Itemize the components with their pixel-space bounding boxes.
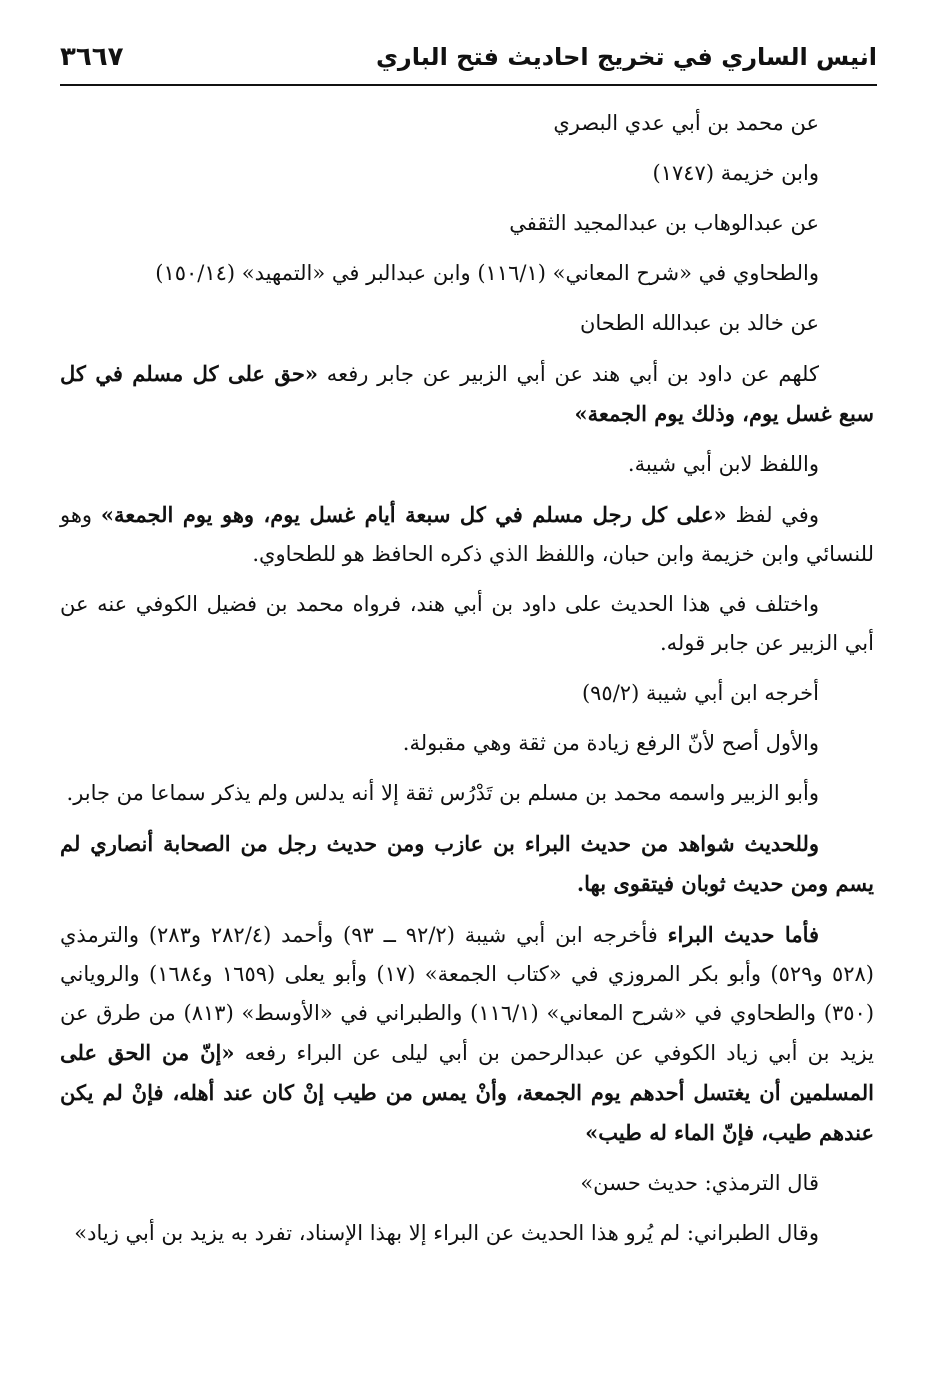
hadith-quote: «حق على كل مسلم في كل سبع غسل يوم، وذلك يوم الجمعة»	[60, 361, 874, 426]
paragraph	[60, 154, 874, 193]
paragraph	[60, 1164, 874, 1203]
paragraph-text: أخرجه ابن أبي شيبة (٩٥/٢)	[581, 681, 819, 705]
paragraph-text: واللفظ لابن أبي شيبة.	[627, 452, 819, 476]
paragraph-text: عن محمد بن أبي عدي البصري	[553, 111, 819, 135]
paragraph-text: عن عبدالوهاب بن عبدالمجيد الثقفي	[509, 211, 819, 235]
running-title: انيس الساري في تخريج احاديث فتح الباري	[375, 43, 877, 71]
paragraph-text: وفي لفظ	[726, 503, 819, 527]
paragraph	[60, 304, 874, 343]
paragraph-text: قال الترمذي: حديث حسن»	[580, 1171, 819, 1195]
paragraph	[60, 774, 874, 813]
paragraph	[60, 495, 874, 574]
header-rule	[60, 84, 877, 86]
paragraph	[60, 724, 874, 763]
paragraph	[60, 915, 874, 1153]
paragraph	[60, 204, 874, 243]
paragraph	[60, 824, 874, 904]
paragraph-text: وأبو الزبير واسمه محمد بن مسلم بن تَدْرُس ثقة إلا أنه يدلس ولم يذكر سماعا من جابر.	[66, 781, 819, 805]
page-number: ٣٦٦٧	[60, 42, 124, 72]
section-lead: فأما حديث البراء	[667, 922, 820, 947]
paragraph-text: عن خالد بن عبدالله الطحان	[579, 311, 819, 335]
paragraph	[60, 104, 874, 143]
paragraph-text: وابن خزيمة (١٧٤٧)	[652, 161, 819, 185]
paragraph	[60, 354, 874, 434]
paragraph-text: والطحاوي في «شرح المعاني» (١١٦/١) وابن عبدالبر في «التمهيد» (١٥٠/١٤)	[155, 261, 819, 285]
page-header	[60, 34, 877, 80]
paragraph-text-tail: وهو للنسائي وابن خزيمة وابن حبان، واللفظ الذي ذكره الحافظ هو للطحاوي.	[60, 503, 874, 566]
paragraph-bold-text: وللحديث شواهد من حديث البراء بن عازب ومن حديث رجل من الصحابة أنصاري لم يسم ومن حديث ثوبان فيتقوى بها.	[60, 831, 874, 896]
paragraph	[60, 254, 874, 293]
hadith-quote: «على كل رجل مسلم في كل سبعة أيام غسل يوم، وهو يوم الجمعة»	[100, 502, 727, 527]
paragraph	[60, 1214, 874, 1253]
paragraph	[60, 445, 874, 484]
paragraph-text-tail: فأخرجه ابن أبي شيبة (٩٢/٢ ــ ٩٣) وأحمد (٢٨٢/٤ و٢٨٣) والترمذي (٥٢٨ و٥٢٩) وأبو بكر المروزي في «كتاب الجمعة» (١٧) وأبو يعلى (١٦٥٩ و١٦٨٤) والروياني (٣٥٠) والطحاوي في «شرح المعاني» (١١٦/١) والطبراني في «الأوسط» (٨١٣) من طرق عن يزيد بن أبي زياد الكوفي عن عبدالرحمن بن أبي ليلى عن البراء رفعه	[60, 923, 875, 1065]
paragraph-text: كلهم عن داود بن أبي هند عن أبي الزبير عن جابر رفعه	[318, 362, 819, 386]
paragraph-text: واختلف في هذا الحديث على داود بن أبي هند، فرواه محمد بن فضيل الكوفي عنه عن أبي الزبير عن جابر قوله.	[60, 592, 874, 655]
paragraph-text: وقال الطبراني: لم يُرو هذا الحديث عن البراء إلا بهذا الإسناد، تفرد به يزيد بن أبي زياد»	[74, 1221, 819, 1245]
paragraph	[60, 585, 874, 663]
hadith-quote: «إنّ من الحق على المسلمين أن يغتسل أحدهم يوم الجمعة، وأنْ يمس من طيب إنْ كان عند أهله، فإنْ لم يكن عندهم طيب، فإنّ الماء له طيب»	[60, 1040, 874, 1145]
paragraph-text: والأول أصح لأنّ الرفع زيادة من ثقة وهي مقبولة.	[402, 731, 819, 755]
paragraph	[60, 674, 874, 713]
page-body	[60, 104, 874, 1264]
